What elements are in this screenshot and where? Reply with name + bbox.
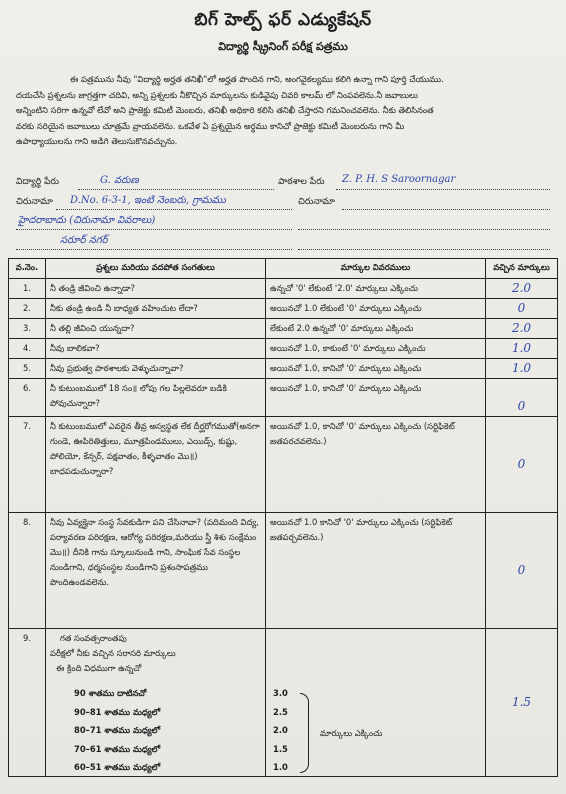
- percentage-band: 90 శాతము దాటినచో: [74, 688, 147, 698]
- instructions-line: అన్నింటిని సరిగా ఉన్నవో లేవో అని ప్రాజెక్టు కమిటీ మెంబరు, తనిఖీ అధికారి కలిసి తనిఖీ చేస్తారని గమనించవలెను. నీకు తెలిసినంత: [16, 105, 434, 116]
- row-criteria: అయినచో 1.0, కాకుంటే '0' మార్కులు ఎక్కించు: [266, 339, 486, 359]
- score-value: 2.0: [273, 725, 288, 735]
- row-number: 3.: [9, 319, 46, 339]
- percentage-bands: [74, 686, 160, 779]
- grouping-brace: [300, 693, 309, 773]
- address-field[interactable]: [56, 197, 292, 210]
- row-marks-input[interactable]: 0: [486, 299, 558, 319]
- header-sno: వ.నెం.: [9, 259, 46, 279]
- row-number: 9.: [9, 629, 46, 777]
- row9-marks-value: 1.5: [511, 695, 532, 709]
- percentage-band: 60–51 శాతము మధ్యలో: [74, 762, 161, 772]
- row-marks-input[interactable]: 1.0: [486, 359, 558, 379]
- address-row-2: [16, 217, 550, 233]
- header-criteria: మార్కుల వివరములు: [266, 259, 486, 279]
- address-label: చిరునామా: [16, 197, 53, 207]
- row-marks-input[interactable]: 0: [486, 417, 558, 513]
- score-values: [273, 686, 288, 779]
- table-row-9: [9, 629, 558, 777]
- address-line-3-field-right[interactable]: [298, 237, 550, 250]
- header-question: ప్రశ్నలు మరియు వదపోత సంగతులు: [46, 259, 266, 279]
- student-name-field[interactable]: [78, 177, 274, 190]
- table-header-row: [9, 259, 558, 279]
- table-row: [9, 339, 558, 359]
- row-question: నీకు తండ్రి ఉండి నీ బాధ్యత వహించుట లేదా?: [46, 299, 266, 319]
- address-line-2-field-right[interactable]: [298, 217, 550, 230]
- address-label-2: చిరునామా: [298, 197, 335, 207]
- score-value: 1.0: [273, 762, 288, 772]
- school-name-field[interactable]: [336, 174, 550, 190]
- row-criteria: అయినచో 1.0, కానిచో '0' మార్కులు ఎక్కించు: [266, 359, 486, 379]
- row-question: నీవు ఏవ్యక్తైనా సంస్థ సేవకుడిగా పని చేసినావా? (పదిమంది విద్య, పర్యావరణ పరిరక్షణ, ఆరోగ్య పరిరక్షణ,మరియు స్త్రీ శిశు సంక్షేమం మొ॥) దీనికి గాను స్కూలునుండి గాని, సాంఘిక సేవ సంస్థల నుండిగాని, ధర్మసంస్థల నుండిగాని ప్రశంసాపత్రము పొందిఉండవలెను.: [46, 513, 266, 629]
- instructions-line: ఈ పత్రమును నీవు "విద్యార్థి అర్హత తనిఖీ"లో అర్హత పొందిన గాని, అంగవైకల్యము కలిగి ఉన్నా గాని పూర్తి చేయుము.: [70, 74, 444, 84]
- row-question: నీవు ప్రభుత్వ పాఠశాలకు వెళ్ళుచున్నావా?: [46, 359, 266, 379]
- table-row: [9, 417, 558, 513]
- row-question: నీ తండ్రి జీవించి ఉన్నాడా?: [46, 279, 266, 299]
- row-criteria: అయినచో 1.0 కానిచో '0' మార్కులు ఎక్కించు (సర్టిఫికెట్ జతపర్చవలెను.): [266, 513, 486, 629]
- address-row: [16, 197, 550, 213]
- school-name-label: పాఠశాల పేరు: [278, 177, 325, 187]
- row-marks-input[interactable]: 2.0: [486, 319, 558, 339]
- row-number: 5.: [9, 359, 46, 379]
- row-question: నీ తల్లి జీవించి యున్నదా?: [46, 319, 266, 339]
- score-value: 1.5: [273, 743, 288, 754]
- row9-question-line: పరీక్షలో నీకు వచ్చిన సరాసరి మార్కులు: [50, 648, 176, 658]
- student-name-value: G. వరుణ: [100, 175, 139, 186]
- row-question: నీ కుటుంబములో 18 సం॥ లోపు గల పిల్లలెవరూ బడికి పోవుచున్నారా?: [46, 379, 266, 417]
- address-line-3-value: సరూర్ నగర్: [60, 235, 108, 246]
- row-question: నీవు బాలికవా?: [46, 339, 266, 359]
- table-row: [9, 319, 558, 339]
- row-marks-input[interactable]: 0: [486, 379, 558, 417]
- table-row: [9, 379, 558, 417]
- row-criteria: అయినచో 1.0 లేకుంటే '0' మార్కులు ఎక్కించు: [266, 299, 486, 319]
- percentage-band: 80–71 శాతము మధ్యలో: [74, 725, 161, 735]
- student-school-row: [16, 174, 550, 193]
- row-criteria: అయినచో 1.0, కానిచో '0' మార్కులు ఎక్కించు: [266, 379, 486, 417]
- address-row-3: [16, 237, 550, 253]
- percentage-band: 90–81 శాతము మధ్యలో: [74, 706, 161, 717]
- row-criteria: ఉన్నచో '0' లేకుంటే '2.0' మార్కులు ఎక్కించు: [266, 279, 486, 299]
- row-number: 6.: [9, 379, 46, 417]
- row-number: 1.: [9, 279, 46, 299]
- score-value: 2.5: [273, 706, 288, 717]
- row9-question-line: ఈ క్రింది విధముగా ఉన్నచో: [56, 663, 142, 673]
- address-field-2[interactable]: [342, 197, 550, 210]
- row-criteria: అయినచో 1.0, కానిచో '0' మార్కులు ఎక్కించు (సర్టిఫికెట్ జతపరచవలెను.): [266, 417, 486, 513]
- row-number: 8.: [9, 513, 46, 629]
- row-marks-input[interactable]: 1.0: [486, 339, 558, 359]
- form-title: బిగ్ హెల్ప్ ఫర్ ఎడ్యుకేషన్: [194, 10, 372, 30]
- address-line-3-field[interactable]: [16, 237, 292, 250]
- table-row: [9, 299, 558, 319]
- row-question: నీ కుటుంబములో ఎవరైన తీవ్ర అస్వస్థత లేక దీర్ఘరోగముతో(అనగా గుండె, ఊపిరితిత్తులు, మూత్రపిండములు, ఎయిడ్స్, కుష్టు, పోలియో, కేన్సర్, పక్షవాతం, కీళ్ళవాతం మొ॥) బాధపడుచున్నారా?: [46, 417, 266, 513]
- address-line-2-value: హైదరాబాదు (చిరునామా వివరాలు): [18, 215, 156, 226]
- school-name-value: Z. P. H. S Saroornagar: [342, 174, 456, 185]
- row-marks-input[interactable]: 2.0: [486, 279, 558, 299]
- row-criteria: [266, 629, 486, 777]
- table-row: [9, 279, 558, 299]
- instructions-paragraph: [16, 72, 552, 150]
- row-number: 7.: [9, 417, 46, 513]
- score-value: 3.0: [273, 688, 288, 698]
- instructions-line: వరకు సరియైన జవాబులు చూత్రమే వ్రాయవలెను. ఒకవేళ ఏ ప్రశ్నయైన అర్థము కానిచో ప్రాజెక్టు కమిటీ మెంబరును గాని మీ: [16, 120, 405, 131]
- header-marks: వచ్చిన మార్కులు: [486, 259, 558, 279]
- row-number: 2.: [9, 299, 46, 319]
- row-criteria: లేకుంటే 2.0 ఉన్నచో '0' మార్కులు ఎక్కించు: [266, 319, 486, 339]
- row9-question-line: గత సంవత్సరాంతపు: [60, 633, 127, 643]
- brace-label: మార్కులు ఎక్కించు: [320, 728, 383, 738]
- address-line-2-field[interactable]: [16, 217, 292, 230]
- address-value: D.No. 6-3-1, ఇంటి నెంబరు, గ్రామము: [70, 195, 226, 206]
- instructions-line: దయచేసి ప్రశ్నలను జాగ్రత్తగా చదివి, అన్ని ప్రశ్నలకు నీకొచ్చిన మార్కులను కుడివైపు చివరి కాలమ్ లో నింపవలెను.నీ జవాబులు: [16, 89, 418, 100]
- percentage-band: 70–61 శాతము మధ్యలో: [74, 743, 161, 754]
- table-row: [9, 359, 558, 379]
- row-number: 4.: [9, 339, 46, 359]
- row-question: [46, 629, 266, 777]
- screening-table: [8, 258, 558, 777]
- row-marks-input[interactable]: 0: [486, 513, 558, 629]
- form-subtitle: విద్యార్థి స్క్రీనింగ్ పరీక్ష పత్రము: [218, 40, 348, 53]
- student-name-label: విద్యార్థి పేరు: [16, 177, 59, 187]
- table-row: [9, 513, 558, 629]
- instructions-line: ఉపాధ్యాయులను గాని అడిగి తెలుసుకొనవచ్చును.: [16, 136, 178, 147]
- row-marks-input[interactable]: [486, 629, 558, 777]
